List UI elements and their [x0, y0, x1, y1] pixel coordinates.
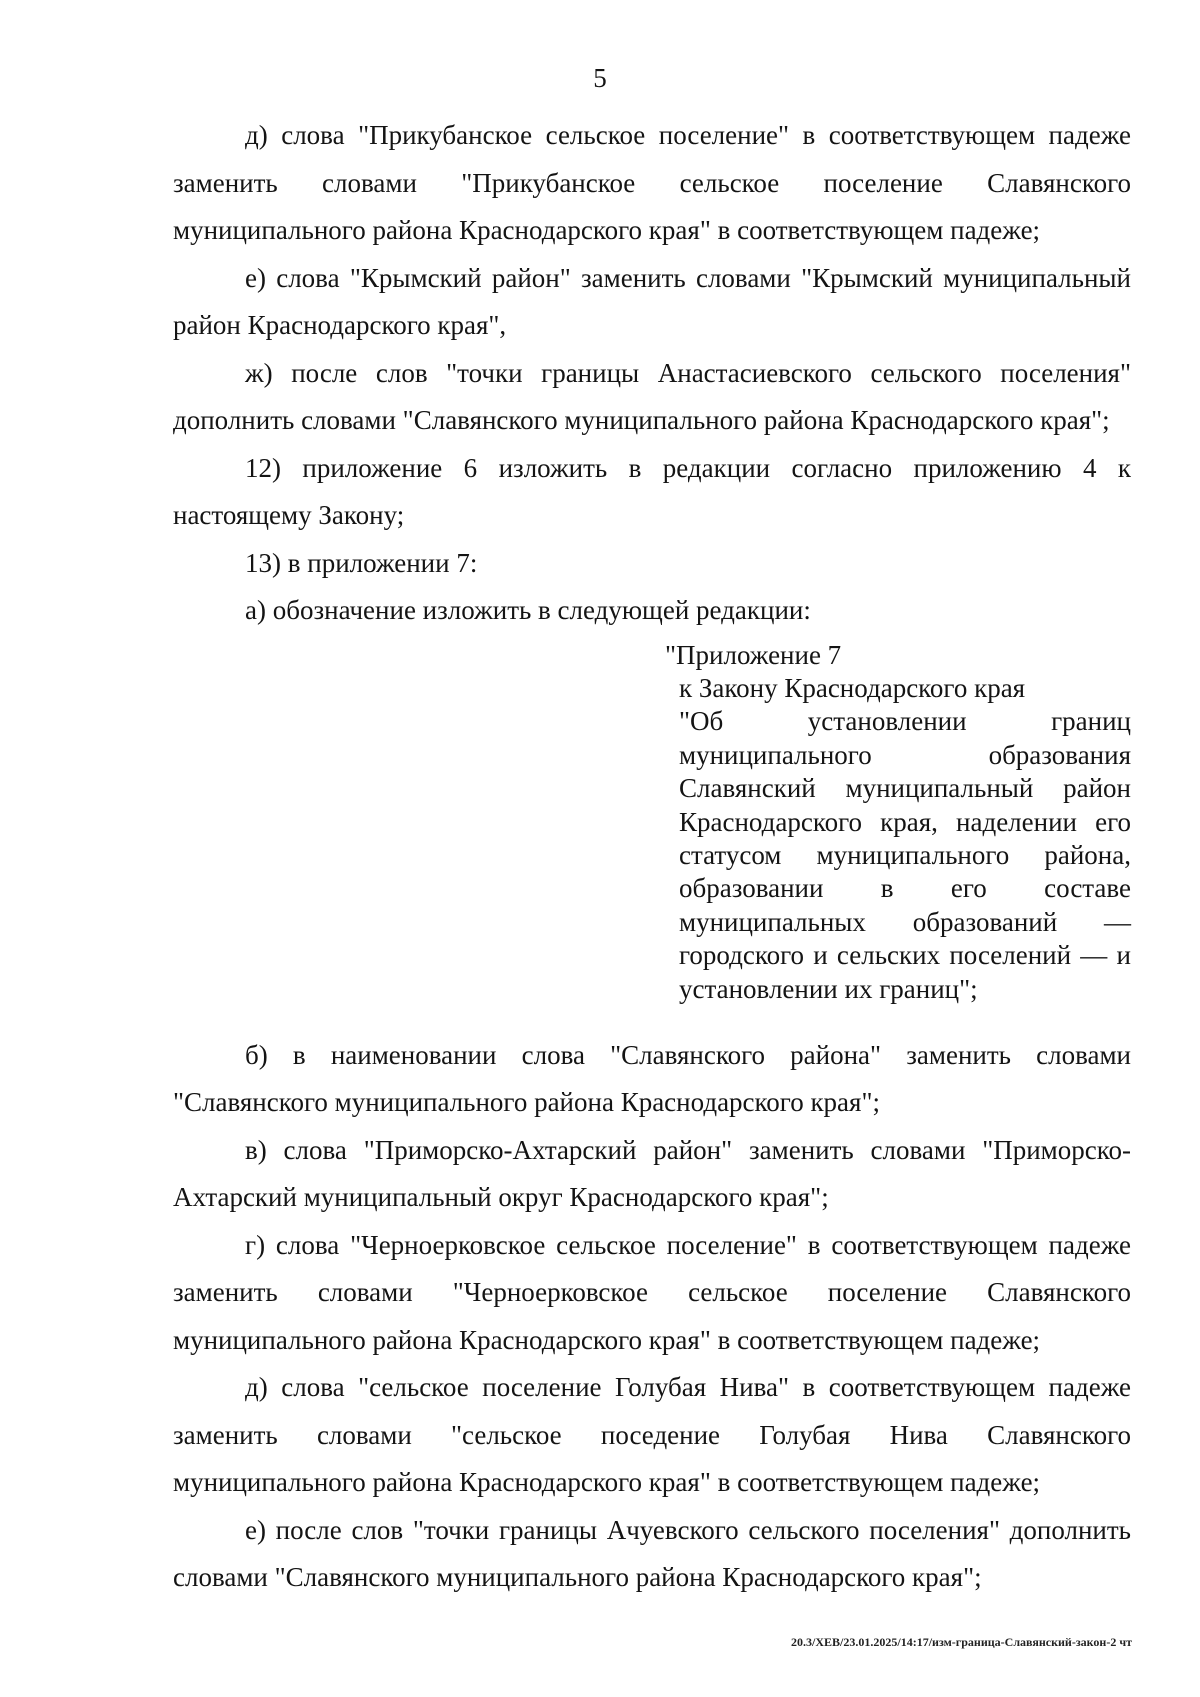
paragraph-b-naming: б) в наименовании слова "Славянского района" заменить словами "Славянского муниципального района Краснодарского края"; — [173, 1039, 1131, 1118]
page-number: 5 — [593, 63, 607, 93]
paragraph-item-12: 12) приложение 6 изложить в редакции согласно приложению 4 к настоящему Закону; — [173, 452, 1131, 530]
appendix-law-title: "Об установлении границ муниципального образования Славянский муниципальный район Краснодарского края, наделении его статусом муниципального района, образовании в его составе муниципальных образований — городского и сельских поселений — и установлении их границ"; — [679, 706, 1131, 1004]
paragraph-item-13: 13) в приложении 7: — [245, 547, 478, 578]
document-body — [173, 112, 1131, 1602]
document-footer-code: 20.3/ХЕВ/23.01.2025/14:17/изм-граница-Славянский-закон-2 чт — [791, 1635, 1132, 1649]
paragraph-e-krymsky: е) слова "Крымский район" заменить словами "Крымский муниципальный район Краснодарского края", — [173, 262, 1131, 340]
paragraph-d-prikubanskoe: д) слова "Прикубанское сельское поселение" в соответствующем падеже заменить словами "Прикубанское сельское поселение Славянского муниципального района Краснодарского края" в соответствующем падеже; — [173, 120, 1131, 245]
paragraph-a-designation: а) обозначение изложить в следующей редакции: — [245, 595, 811, 625]
paragraph-d-golubaya-niva: д) слова "сельское поселение Голубая Нива" в соответствующем падеже заменить словами "сельское поседение Голубая Нива Славянского муниципального района Краснодарского края" в соответствующем падеже; — [173, 1372, 1131, 1498]
paragraph-g-chernoerkovskoe: г) слова "Черноерковское сельское поселение" в соответствующем падеже заменить словами "Черноерковское сельское поселение Славянского муниципального района Краснодарского края" в соответствующем падеже; — [173, 1229, 1131, 1355]
appendix-designation-block — [665, 635, 1131, 1032]
appendix-heading: "Приложение 7 — [665, 639, 842, 670]
paragraph-e-achuevskoe: е) после слов "точки границы Ачуевского сельского поселения" дополнить словами "Славянского муниципального района Краснодарского края"; — [173, 1514, 1131, 1593]
paragraph-v-primorsko-akhtarsky: в) слова "Приморско-Ахтарский район" заменить словами "Приморско-Ахтарский муниципальный округ Краснодарского края"; — [173, 1134, 1131, 1213]
appendix-law-reference: к Закону Краснодарского края — [679, 672, 1026, 703]
paragraph-zh-anastasievskoe: ж) после слов "точки границы Анастасиевского сельского поселения" дополнить словами "Славянского муниципального района Краснодарского края"; — [173, 357, 1131, 435]
